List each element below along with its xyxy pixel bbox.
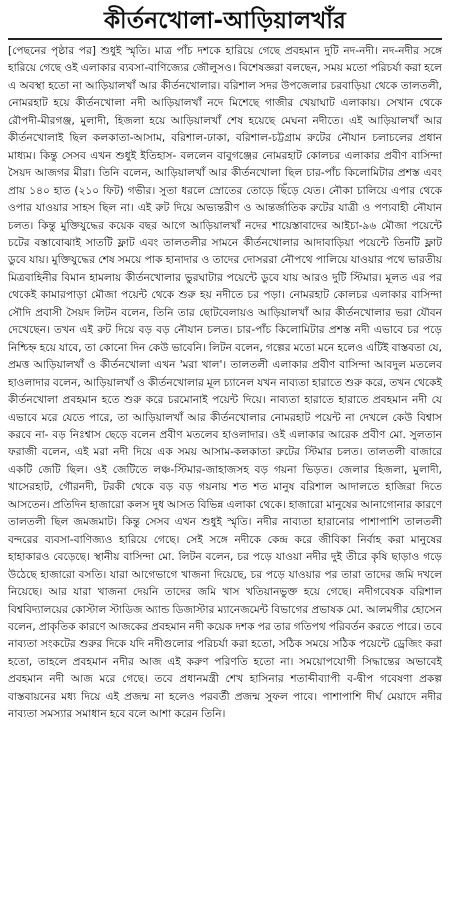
article-headline: কীর্তনখোলা-আড়িয়ালখাঁর	[103, 8, 347, 34]
article-body	[8, 43, 442, 724]
article-paragraph: [পেছনের পৃষ্ঠার পর] শুধুই স্মৃতি। মাত্র পাঁচ দশকে হারিয়ে গেছে প্রবহমান দুটি নদ-নদী। নদ-নদীর সঙ্গে হারিয়ে গেছে ওই এলাকার ব্যবসা-বাণিজ্যের জৌলুসও। বিশেষজ্ঞরা বলছেন, সময় মতো পরিচর্যা করা হলে এ অবস্থা হতো না আড়িয়ালখাঁ আর কীর্তনখোলার। বরিশাল সদর উপজেলার চরবাড়িয়া থেকে তালতলী, নোমরহাট হয়ে কীর্তনখোলা নদী আড়িয়ালখাঁ নদে মিশেছে গাজীর খেয়াঘাট এলাকায়। সেখান থেকে রৌপদী-মীরগঞ্জ, মুলাদী, হিজলা হয়ে আড়িয়ালখাঁ শেষ হয়েছে মেঘনা নদীতে। এই আড়িয়ালখাঁ আর কীর্তনখোলাই ছিল কলকাতা-আসাম, বরিশাল-ঢাকা, বরিশাল-চট্টগ্রাম রুটের নৌযান চলাচলের প্রধান মাধ্যম। কিন্তু সেসব এখন শুধুই ইতিহাস- বললেন বাবুগঞ্জের নোমরহাট কোলচর এলাকার প্রবীণ বাসিন্দা সৈয়দ আজগর মীরা। তিনি বলেন, আড়িয়ালখাঁ আর কীর্তনখোলা ছিল চার-পাঁচ কিলোমিটার প্রশস্ত এবং প্রায় ১৪০ হাত (২১০ ফিট) গভীর। সুতা ধরলে স্রোতের তোড়ে ছিঁড়ে যেত। নৌকা চালিয়ে এপার থেকে ওপার যাওয়ার সাহস ছিল না। এই রুট দিয়ে অভ্যন্তরীণ ও আন্তর্জাতিক রুটের যাত্রী ও পণ্যবাহী নৌযান চলত। কিন্তু মুক্তিযুদ্ধের কয়েক বছর আগে আড়িয়ালখাঁ নদের শায়েস্তাবাদের আইচা-৯৬ মৌজা পয়েন্টে চটের বস্তাবোঝাই সাতটি ফ্লাট এবং তালতলীর সামনে কীর্তনখোলার আদাবাড়িয়া পয়েন্টে তিনটি ফ্লাট ডুবে যায়। মুক্তিযুদ্ধের শেষ সময়ে পাক হানাদার ও তাদের দোসররা নৌপথে পালিয়ে যাওয়ার পথে ভারতীয় মিত্রবাহিনীর বিমান হামলায় কীর্তনখোলার ভুরঘাটার পয়েন্টে ডুবে যায় আরও দুটি স্টিমার। মূলত এর পর থেকেই কামারপাড়া মৌজা পয়েন্ট থেকে শুরু হয় নদীতে চর পড়া। নোমরহাট কোলচর এলাকার বাসিন্দা সৌদি প্রবাসী সৈয়দ লিটন বলেন, তিনি তার ছোটবেলায়ও আড়িয়ালখাঁ আর কীর্তনখোলার ভরা যৌবন দেখেছেন। তখন এই রুট দিয়ে বড় বড় নৌযান চলত। চার-পাঁচ কিলোমিটার প্রশস্ত নদী এভাবে চর পড়ে নিশ্চিহ্ন হয়ে যাবে, তা কোনো দিন কেউ ভাবেনি। লিটন বলেন, গল্পের মতো মনে হলেও এটিই বাস্তবতা যে, প্রমত্ত আড়িয়ালখাঁ ও কীর্তনখোলা এখন 'মরা খাল'। তালতলী এলাকার প্রবীণ বাসিন্দা আবদুল মতলেব হাওলাদার বলেন, আড়িয়ালখাঁ ও কীর্তনখোলার মূল চ্যানেল যখন নাব্যতা হারাতে শুরু করে, তখন থেকেই কীর্তনখোলা প্রবহমান হতে শুরু করে চরমোনাই পয়েন্ট দিয়ে। নাব্যতা হারাতে হারাতে প্রবহমান নদী যে এভাবে মরে যেতে পারে, তা আড়িয়ালখাঁ আর কীর্তনখোলার নোমরহাট পয়েন্ট না দেখলে কেউ বিশ্বাস করবে না- বড় নিঃশ্বাস ছেড়ে বলেন প্রবীণ মতলেব হাওলাদার। ওই এলাকার আরেক প্রবীণ মো. সুলতান ফরাজী বলেন, এই মরা নদী দিয়ে এক সময় আসাম-কলকাতা রুটের স্টিমার চলত। তালতলী বাজারে একটি জেটি ছিল। ওই জেটিতে লঞ্চ-স্টিমার-জাহাজসহ বড় গয়না ভিড়ত। জেলার হিজলা, মুলাদী, খাসেরহাট, গৌরনদী, টরকী থেকে বড় বড় গয়নায় শত শত মানুষ বরিশাল আদালতে হাজিরা দিতে আসতেন। প্রতিদিন হাজারো কলস দুধ আসত বিভিন্ন এলাকা থেকে। হাজারো মানুষের আনাগোনার কারণে তালতলী ছিল জমজমাট। কিন্তু সেসব এখন শুধুই স্মৃতি। নদীর নাব্যতা হারানোর পাশাপাশি তালতলী বন্দরের ব্যবসা-বাণিজ্যও হারিয়ে গেছে। সেই সঙ্গে নদীকে কেন্দ্র করে জীবিকা নির্বাহ করা মানুষের হাহাকারও বেড়েছে। স্থানীয় বাসিন্দা মো. লিটন বলেন, চর পড়ে যাওয়া নদীর দুই তীরে কৃষি ছাড়াও গড়ে উঠেছে হাজারো বসতি। যারা আগেভাগে খাজনা দিয়েছে, চর পড়ে যাওয়ার পর তারা তাদের জমি দখলে নিয়েছে। আর যারা খাজনা দেয়নি তাদের জমি খাস খতিয়ানভুক্ত হয়ে গেছে। নদীগবেষক বরিশাল বিশ্ববিদ্যালয়ের কোস্টাল স্টাডিজ অ্যান্ড ডিজাস্টার ম্যানেজমেন্ট বিভাগের প্রভাষক মো. আলমগীর হোসেন বলেন, প্রাকৃতিক কারণে আজকের প্রবহমান নদী কয়েক দশক পর তার গতিপথ পরিবর্তন করতে পারে। তবে নাব্যতা সংকটের শুরুর দিকে যদি নদীগুলোর পরিচর্যা করা হতো, সঠিক সময়ে সঠিক পয়েন্টে ড্রেজিং করা হতো, তাহলে প্রবহমান নদীর আজ এই করুণ পরিণতি হতো না। সময়োপযোগী সিদ্ধান্তের অভাবেই প্রবহমান নদী আজ মরে গেছে। তবে প্রধানমন্ত্রী শেখ হাসিনার শতাব্দীব্যাপী ব-দ্বীপ গবেষণা প্রকল্প বাস্তবায়নের মধ্য দিয়ে এই প্রজন্ম না হলেও পরবর্তী প্রজন্ম সুফল পাবে। পাশাপাশি দীর্ঘ মেয়াদে নদীর নাব্যতা সমস্যার সমাধান হবে বলে আশা করেন তিনি।	[8, 45, 442, 721]
headline-divider	[8, 38, 442, 40]
page-bottom-edge	[0, 893, 450, 903]
